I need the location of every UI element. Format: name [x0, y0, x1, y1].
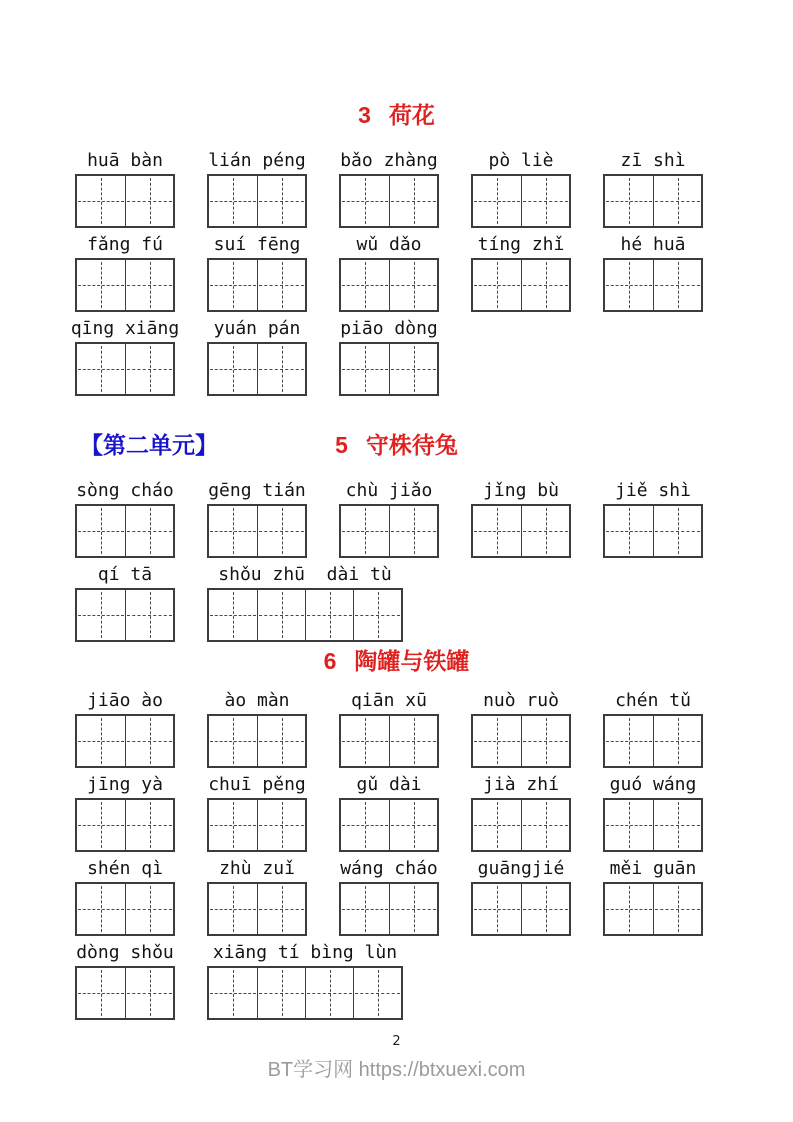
worksheet-content	[0, 100, 793, 1020]
grid-cell	[305, 968, 353, 1018]
pinyin-label: nuò ruò	[483, 690, 559, 711]
word-slot	[207, 688, 307, 768]
grid-cell	[521, 800, 569, 850]
grid-cell	[341, 260, 389, 310]
pinyin-label: gēng tián	[208, 480, 306, 501]
pinyin-label: shén qì	[87, 858, 163, 879]
word-slot	[75, 772, 175, 852]
writing-grid	[75, 714, 175, 768]
section-header	[0, 646, 793, 676]
grid-cell	[605, 716, 653, 766]
word-slot	[339, 478, 439, 558]
grid-cell	[125, 884, 173, 934]
writing-grid	[75, 798, 175, 852]
grid-cell	[77, 590, 125, 640]
pinyin-label: hé huā	[620, 234, 686, 255]
pinyin-label: jiě shì	[615, 480, 691, 501]
word-slot	[207, 478, 307, 558]
writing-grid	[603, 504, 703, 558]
word-slot	[603, 148, 703, 228]
writing-grid	[75, 588, 175, 642]
writing-grid	[339, 174, 439, 228]
grid-cell	[653, 716, 701, 766]
writing-grid	[75, 504, 175, 558]
grid-cell	[341, 800, 389, 850]
lesson-title: 荷花	[388, 102, 435, 128]
grid-cell	[209, 884, 257, 934]
pinyin-label: piāo dòng	[340, 318, 438, 339]
word-slot	[471, 856, 571, 936]
lesson-heading	[324, 648, 470, 674]
word-slot	[339, 316, 439, 396]
pinyin-label: fǎng fú	[87, 234, 163, 255]
grid-cell	[209, 716, 257, 766]
pinyin-label: zhù zuǐ	[219, 858, 295, 879]
grid-cell	[77, 506, 125, 556]
grid-cell	[77, 968, 125, 1018]
writing-grid	[471, 882, 571, 936]
grid-cell	[125, 506, 173, 556]
section-header	[0, 100, 793, 130]
grid-cell	[257, 176, 305, 226]
grid-cell	[605, 800, 653, 850]
word-slot	[339, 232, 439, 312]
grid-cell	[341, 344, 389, 394]
pinyin-label: qí tā	[97, 564, 153, 585]
word-slot	[471, 772, 571, 852]
word-slot	[603, 772, 703, 852]
lesson-title: 守株待兔	[365, 432, 458, 458]
writing-grid	[207, 714, 307, 768]
writing-grid	[471, 504, 571, 558]
lesson-number: 6	[323, 648, 337, 674]
grid-cell	[77, 176, 125, 226]
word-slot	[75, 688, 175, 768]
writing-grid	[207, 966, 403, 1020]
grid-cell	[389, 506, 437, 556]
writing-grid	[75, 342, 175, 396]
lesson-number: 5	[335, 432, 348, 458]
writing-grid	[207, 882, 307, 936]
writing-grid	[603, 258, 703, 312]
grid-cell	[77, 716, 125, 766]
grid-cell	[473, 884, 521, 934]
word-slot	[603, 478, 703, 558]
grid-cell	[473, 260, 521, 310]
grid-cell	[473, 716, 521, 766]
word-row	[0, 856, 793, 936]
grid-cell	[125, 968, 173, 1018]
grid-cell	[605, 176, 653, 226]
grid-cell	[653, 260, 701, 310]
grid-cell	[341, 176, 389, 226]
grid-cell	[257, 716, 305, 766]
pinyin-label: xiāng tí bìng lùn	[212, 942, 398, 963]
grid-cell	[653, 800, 701, 850]
grid-cell	[77, 884, 125, 934]
writing-grid	[603, 714, 703, 768]
writing-grid	[339, 714, 439, 768]
pinyin-label: suí fēng	[213, 234, 301, 255]
pinyin-label: huā bàn	[87, 150, 163, 171]
writing-grid	[339, 342, 439, 396]
grid-cell	[209, 344, 257, 394]
word-slot	[75, 478, 175, 558]
grid-cell	[77, 344, 125, 394]
grid-cell	[389, 260, 437, 310]
word-row	[0, 148, 793, 228]
lesson-title: 陶罐与铁罐	[354, 648, 470, 674]
grid-cell	[389, 344, 437, 394]
word-slot	[339, 688, 439, 768]
grid-cell	[209, 260, 257, 310]
pinyin-label: pò liè	[488, 150, 554, 171]
pinyin-label: jǐng bù	[483, 480, 559, 501]
pinyin-label: lián péng	[208, 150, 306, 171]
grid-cell	[77, 260, 125, 310]
grid-cell	[521, 506, 569, 556]
pinyin-label: guāngjié	[477, 858, 565, 879]
pinyin-label: měi guān	[609, 858, 697, 879]
grid-cell	[521, 176, 569, 226]
grid-cell	[125, 344, 173, 394]
page-number: 2	[392, 1034, 401, 1049]
lesson-number: 3	[358, 102, 371, 128]
unit-label: 【第二单元】	[80, 432, 218, 458]
word-slot	[75, 148, 175, 228]
grid-cell	[353, 590, 401, 640]
grid-cell	[125, 716, 173, 766]
grid-cell	[653, 176, 701, 226]
word-slot	[75, 856, 175, 936]
writing-grid	[207, 342, 307, 396]
grid-cell	[653, 506, 701, 556]
word-slot	[603, 232, 703, 312]
writing-grid	[471, 714, 571, 768]
word-slot	[75, 562, 175, 642]
pinyin-label: zī shì	[620, 150, 686, 171]
word-slot	[603, 856, 703, 936]
site-footer-text: BT学习网 https://btxuexi.com	[267, 1059, 526, 1081]
grid-cell	[257, 260, 305, 310]
writing-grid	[339, 882, 439, 936]
writing-grid	[75, 174, 175, 228]
grid-cell	[209, 968, 257, 1018]
grid-cell	[521, 716, 569, 766]
writing-grid	[471, 258, 571, 312]
grid-cell	[341, 506, 389, 556]
writing-grid	[471, 174, 571, 228]
grid-cell	[209, 506, 257, 556]
pinyin-label: qīng xiāng	[70, 318, 180, 339]
word-slot	[603, 688, 703, 768]
grid-cell	[353, 968, 401, 1018]
pinyin-label: gǔ dài	[356, 774, 422, 795]
word-slot	[207, 562, 403, 642]
pinyin-label: wǔ dǎo	[356, 234, 422, 255]
grid-cell	[605, 260, 653, 310]
writing-grid	[339, 798, 439, 852]
word-slot	[70, 316, 180, 396]
grid-cell	[605, 506, 653, 556]
writing-grid	[603, 882, 703, 936]
grid-cell	[305, 590, 353, 640]
writing-grid	[207, 798, 307, 852]
pinyin-label: shǒu zhū dài tù	[218, 564, 392, 585]
lesson-heading	[335, 432, 458, 458]
word-slot	[207, 316, 307, 396]
grid-cell	[209, 800, 257, 850]
grid-cell	[473, 800, 521, 850]
writing-grid	[207, 174, 307, 228]
writing-grid	[339, 504, 439, 558]
word-slot	[207, 148, 307, 228]
grid-cell	[257, 800, 305, 850]
lesson-heading	[358, 102, 435, 128]
word-row	[0, 232, 793, 312]
grid-cell	[341, 716, 389, 766]
grid-cell	[257, 590, 305, 640]
word-slot	[75, 940, 175, 1020]
grid-cell	[257, 506, 305, 556]
pinyin-label: guó wáng	[609, 774, 697, 795]
writing-grid	[603, 798, 703, 852]
pinyin-label: tíng zhǐ	[477, 234, 565, 255]
writing-grid	[75, 258, 175, 312]
word-row	[0, 772, 793, 852]
writing-grid	[207, 258, 307, 312]
grid-cell	[125, 176, 173, 226]
word-row	[0, 562, 793, 642]
grid-cell	[125, 260, 173, 310]
word-slot	[471, 232, 571, 312]
pinyin-label: jīng yà	[87, 774, 163, 795]
pinyin-label: ào màn	[224, 690, 290, 711]
word-slot	[471, 478, 571, 558]
grid-cell	[209, 176, 257, 226]
grid-cell	[257, 344, 305, 394]
word-slot	[471, 688, 571, 768]
pinyin-label: dòng shǒu	[76, 942, 174, 963]
word-slot	[339, 772, 439, 852]
word-slot	[207, 232, 307, 312]
grid-cell	[389, 716, 437, 766]
grid-cell	[389, 800, 437, 850]
grid-cell	[389, 884, 437, 934]
writing-grid	[75, 882, 175, 936]
grid-cell	[521, 260, 569, 310]
grid-cell	[341, 884, 389, 934]
grid-cell	[389, 176, 437, 226]
grid-cell	[257, 968, 305, 1018]
word-row	[0, 316, 793, 396]
word-row	[0, 940, 793, 1020]
word-row	[0, 478, 793, 558]
grid-cell	[473, 506, 521, 556]
grid-cell	[125, 800, 173, 850]
pinyin-label: chén tǔ	[615, 690, 691, 711]
pinyin-label: wáng cháo	[340, 858, 438, 879]
grid-cell	[653, 884, 701, 934]
grid-cell	[257, 884, 305, 934]
grid-cell	[77, 800, 125, 850]
word-slot	[207, 856, 307, 936]
writing-grid	[207, 504, 307, 558]
pinyin-label: sòng cháo	[76, 480, 174, 501]
grid-cell	[209, 590, 257, 640]
word-row	[0, 688, 793, 768]
writing-grid	[603, 174, 703, 228]
grid-cell	[521, 884, 569, 934]
writing-grid	[339, 258, 439, 312]
word-slot	[339, 856, 439, 936]
word-slot	[339, 148, 439, 228]
word-slot	[75, 232, 175, 312]
writing-grid	[75, 966, 175, 1020]
word-slot	[207, 940, 403, 1020]
writing-grid	[471, 798, 571, 852]
grid-cell	[605, 884, 653, 934]
pinyin-label: bǎo zhàng	[340, 150, 438, 171]
pinyin-label: jiāo ào	[87, 690, 163, 711]
pinyin-label: chuī pěng	[208, 774, 306, 795]
pinyin-label: qiān xū	[351, 690, 427, 711]
pinyin-label: chù jiǎo	[345, 480, 433, 501]
word-slot	[207, 772, 307, 852]
grid-cell	[125, 590, 173, 640]
word-slot	[471, 148, 571, 228]
section-header	[0, 430, 793, 460]
writing-grid	[207, 588, 403, 642]
pinyin-label: jià zhí	[483, 774, 559, 795]
pinyin-label: yuán pán	[213, 318, 301, 339]
grid-cell	[473, 176, 521, 226]
